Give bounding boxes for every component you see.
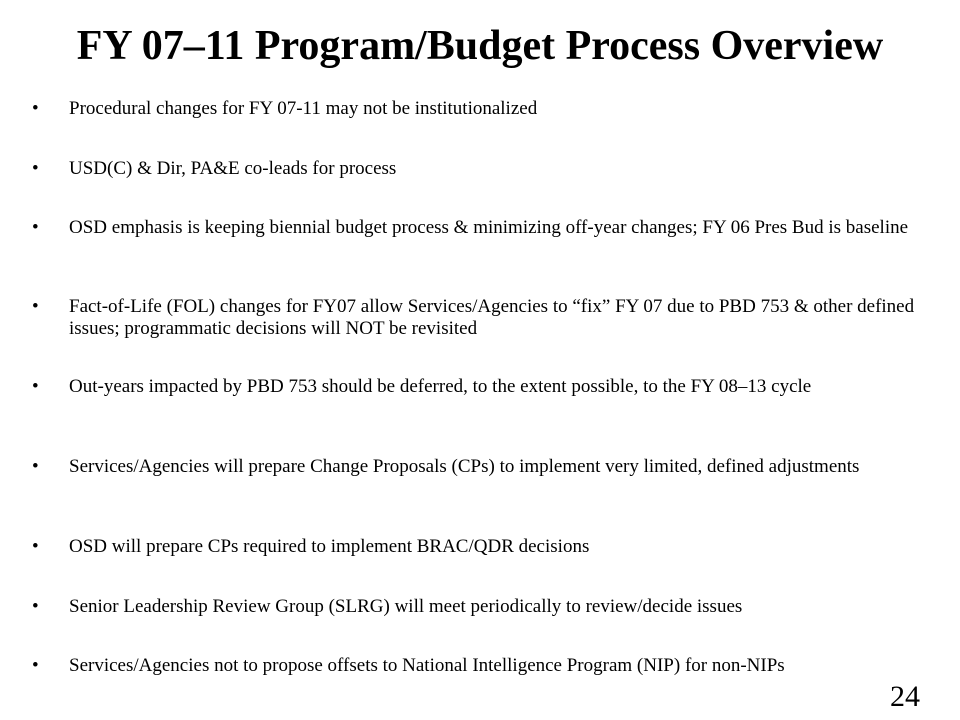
bullet-dot-icon: • <box>32 456 39 477</box>
bullet-dot-icon: • <box>32 158 39 179</box>
bullet-dot-icon: • <box>32 376 39 397</box>
bullet-dot-icon: • <box>32 217 39 238</box>
bullet-text: OSD emphasis is keeping biennial budget process & minimizing off-year changes; FY 06 Pres Bud is baseline <box>69 217 909 238</box>
page-number: 24 <box>890 680 920 713</box>
bullet-text: Services/Agencies not to propose offsets to National Intelligence Program (NIP) for non-NIPs <box>69 655 785 676</box>
bullet-dot-icon: • <box>32 536 39 557</box>
bullet-dot-icon: • <box>32 655 39 676</box>
bullet-text: Services/Agencies will prepare Change Proposals (CPs) to implement very limited, defined adjustments <box>69 456 860 477</box>
bullet-text: USD(C) & Dir, PA&E co-leads for process <box>69 158 397 179</box>
bullet-dot-icon: • <box>32 596 39 617</box>
bullet-text: Senior Leadership Review Group (SLRG) will meet periodically to review/decide issues <box>69 596 743 617</box>
bullet-dot-icon: • <box>32 98 39 119</box>
bullet-text: OSD will prepare CPs required to implement BRAC/QDR decisions <box>69 536 590 557</box>
bullet-text: Procedural changes for FY 07-11 may not be institutionalized <box>69 98 538 119</box>
bullet-text: Fact-of-Life (FOL) changes for FY07 allow Services/Agencies to “fix” FY 07 due to PBD 753 & other defined issues; programmatic decisions will NOT be revisited <box>69 296 915 339</box>
bullet-dot-icon: • <box>32 296 39 317</box>
bullet-text: Out-years impacted by PBD 753 should be deferred, to the extent possible, to the FY 08–13 cycle <box>69 376 812 397</box>
slide-title: FY 07–11 Program/Budget Process Overview <box>76 23 884 69</box>
